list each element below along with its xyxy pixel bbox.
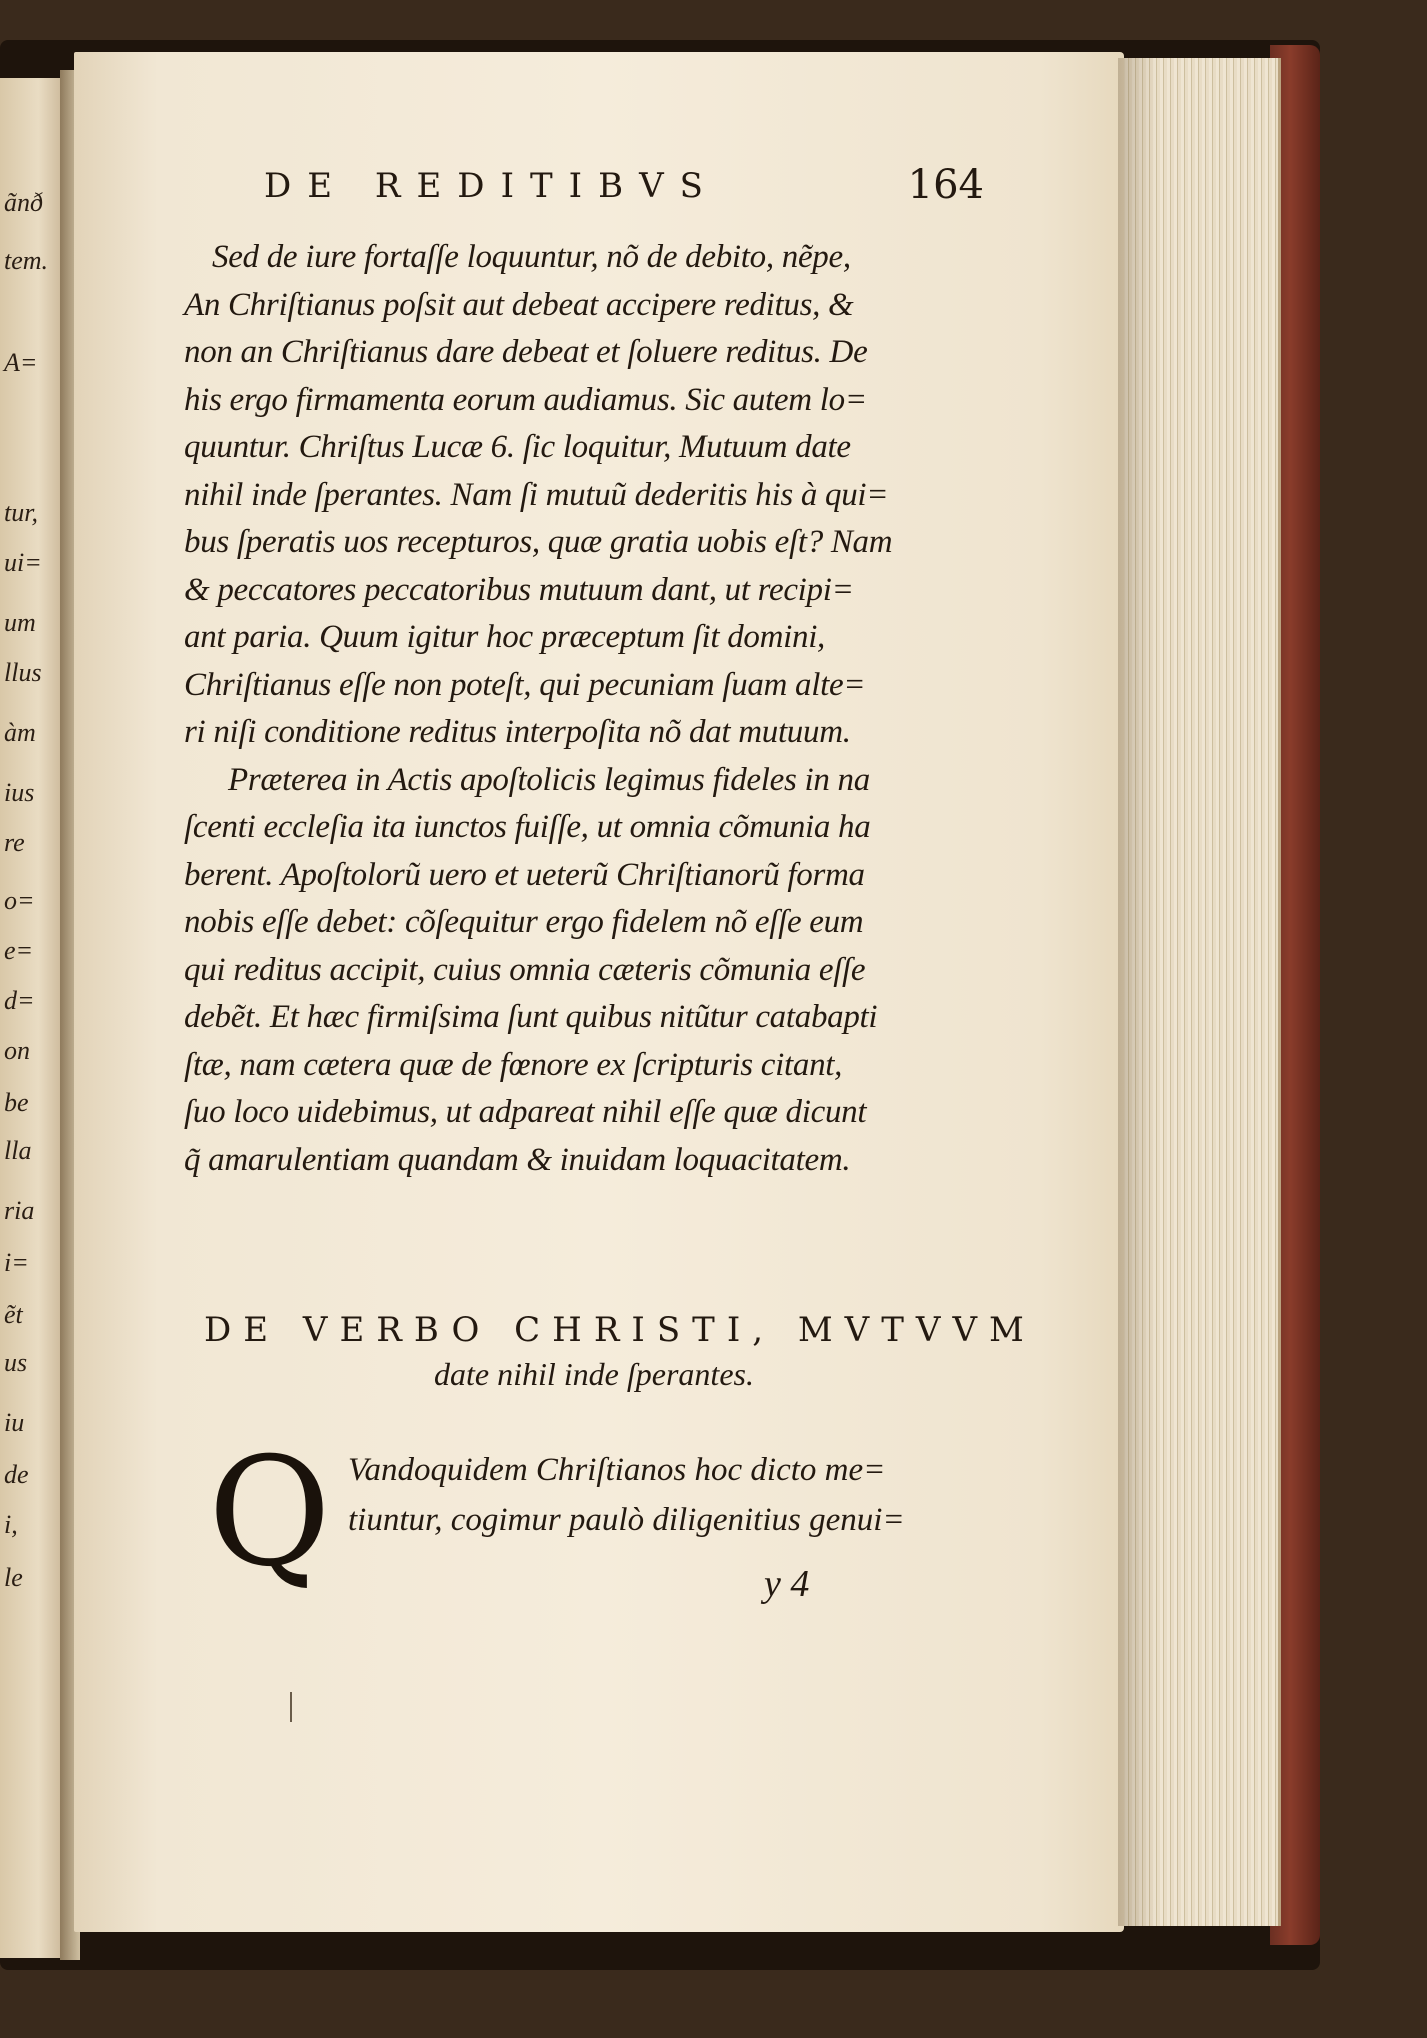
text-line: nihil inde ſperantes. Nam ſi mutuũ dederitis his à qui=: [184, 476, 889, 513]
left-page-fragment: ius: [4, 778, 35, 807]
text-line: An Chriſtianus poſsit aut debeat accipere reditus, &: [184, 286, 854, 323]
text-line: ſuo loco uidebimus, ut adpareat nihil eſſe quæ dicunt: [184, 1094, 867, 1130]
left-page-fragment: um: [4, 608, 36, 637]
left-page-fragment: de: [4, 1460, 29, 1489]
left-page-fragment: d=: [4, 986, 35, 1015]
left-page: [0, 78, 64, 1958]
body-text: [184, 234, 974, 1184]
text-line: ſcenti eccleſia ita iunctos fuiſſe, ut omnia cõmunia ha: [184, 809, 871, 845]
left-page-fragment: o=: [4, 886, 35, 915]
pencil-mark: [290, 1692, 292, 1722]
drop-cap: Q: [208, 1426, 331, 1600]
text-line: q̃ amarulentiam quandam & inuidam loquacitatem.: [184, 1141, 851, 1178]
left-page-fragment: re: [4, 828, 25, 857]
left-page-fragment: ãnð: [4, 188, 43, 217]
section-heading: [204, 1310, 1036, 1393]
page-edge-shade: [1118, 58, 1158, 1926]
left-page-fragment: e=: [4, 936, 34, 965]
left-page-fragment: àm: [4, 718, 36, 747]
text-line: ri niſi conditione reditus interpoſita nõ dat mutuum.: [184, 714, 851, 750]
text-line: & peccatores peccatoribus mutuum dant, ut recipi=: [184, 571, 854, 608]
text-line: Chriſtianus eſſe non poteſt, qui pecuniam ſuam alte=: [184, 666, 866, 703]
left-page-fragment: llus: [4, 658, 42, 687]
left-page-fragment: on: [4, 1036, 30, 1065]
left-page-fragment: ẽt: [4, 1300, 23, 1329]
signature-mark: y 4: [764, 1563, 810, 1605]
text-line: Sed de iure fortaſſe loquuntur, nõ de debito, nẽpe,: [212, 239, 851, 275]
text-line: his ergo firmamenta eorum audiamus. Sic autem lo=: [184, 381, 867, 418]
left-page-fragment: ria: [4, 1196, 35, 1225]
left-page-fragment: i,: [4, 1510, 18, 1539]
text-line: nobis eſſe debet: cõſequitur ergo fidelem nõ eſſe eum: [184, 904, 864, 940]
text-line: non an Chriſtianus dare debeat et ſoluere reditus. De: [184, 334, 868, 370]
text-line: debẽt. Et hæc firmiſsima ſunt quibus nitũtur catabapti: [184, 999, 878, 1035]
text-line: Præterea in Actis apoſtolicis legimus fideles in na: [228, 761, 870, 798]
right-page: [74, 52, 1124, 1932]
left-page-fragment: lla: [4, 1136, 32, 1165]
left-page-fragment: iu: [4, 1408, 25, 1437]
left-page-fragment: A=: [4, 348, 38, 377]
section-subtitle: date nihil inde ſperantes.: [434, 1356, 754, 1392]
text-line: ſtæ, nam cætera quæ de fœnore ex ſcripturis citant,: [184, 1046, 843, 1083]
opening-line: Vandoquidem Chriſtianos hoc dicto me=: [348, 1452, 886, 1488]
section-title: DE VERBO CHRISTI, MVTVVM: [204, 1310, 1036, 1350]
left-page-fragment: i=: [4, 1248, 29, 1277]
left-page-fragment: tem.: [4, 246, 49, 275]
left-page-fragment: ui=: [4, 548, 42, 577]
left-page-fragment: le: [4, 1563, 23, 1592]
text-line: quuntur. Chriſtus Lucæ 6. ſic loquitur, Mutuum date: [184, 429, 851, 465]
opening-line: tiuntur, cogimur paulò diligenitius genui=: [348, 1502, 905, 1538]
text-line: qui reditus accipit, cuius omnia cæteris cõmunia eſſe: [184, 951, 866, 988]
left-page-fragment: us: [4, 1348, 28, 1377]
page-header: [264, 162, 984, 222]
left-page-fragment: be: [4, 1088, 29, 1117]
running-head: DE REDITIBVS: [264, 166, 719, 206]
left-page-fragment: tur,: [4, 498, 38, 527]
page-number: 164: [907, 162, 984, 208]
text-line: bus ſperatis uos recepturos, quæ gratia uobis eſt? Nam: [184, 524, 893, 560]
text-line: berent. Apoſtolorũ uero et ueterũ Chriſtianorũ forma: [184, 856, 865, 893]
text-line: ant paria. Quum igitur hoc præceptum ſit domini,: [184, 619, 826, 655]
